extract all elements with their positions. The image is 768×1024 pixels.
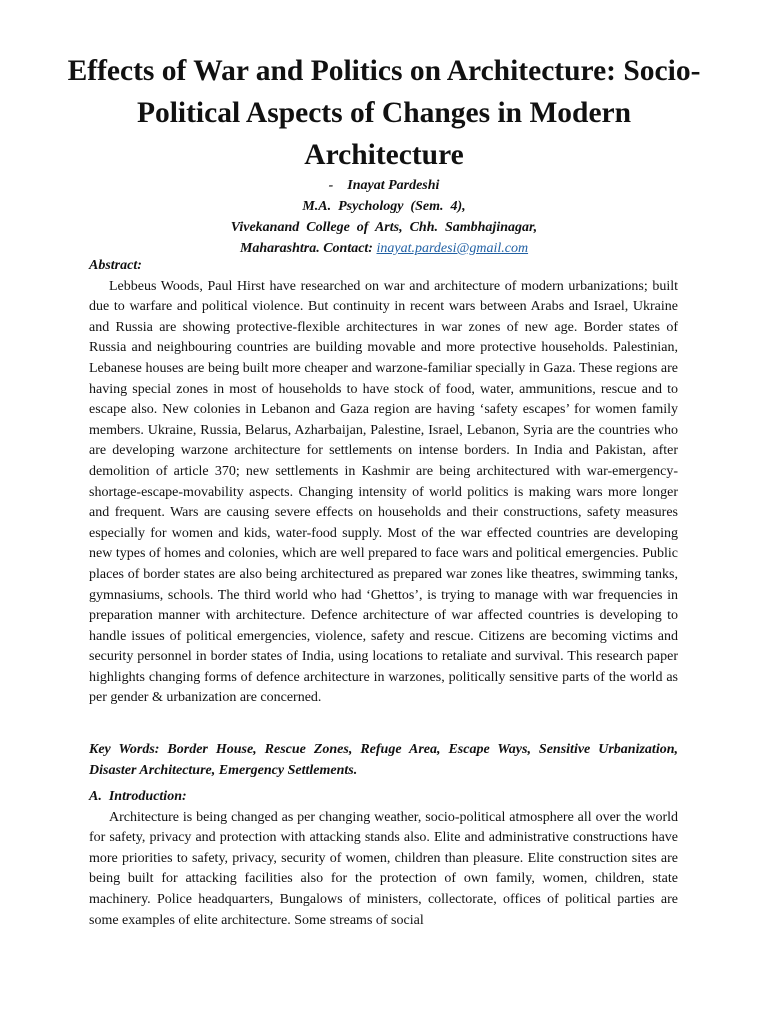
contact-prefix: Maharashtra. Contact:: [239, 241, 377, 256]
introduction-heading: A. Introduction:: [89, 789, 187, 804]
paper-title: Effects of War and Politics on Architecture: Socio-Political Aspects of Changes in Modern Architecture: [67, 55, 701, 171]
affiliation-line-1: M.A. Psychology (Sem. 4),: [302, 199, 466, 214]
introduction-text: Architecture is being changed as per changing weather, socio-political atmosphere all over the world for safety, privacy and protection with attacking stands also. Elite and administrative constructions have more priorities to safety, privacy, security of women, children than pleasure. Elite construction sites are being built for attacking facilities also for the protection of own family, women, children, state machinery. Police headquarters, Bungalows of ministers, collectorate, offices of political parties are some examples of elite architecture. Some streams of social: [89, 809, 678, 928]
affiliation-line-2: Vivekanand College of Arts, Chh. Sambhajinagar,: [230, 220, 538, 235]
introduction-section: [89, 787, 678, 931]
abstract-section: [89, 256, 678, 709]
email-link[interactable]: inayat.pardesi@gmail.com: [376, 241, 529, 256]
abstract-text: Lebbeus Woods, Paul Hirst have researched on war and architecture of modern urbanizations; built due to warfare and political violence. But continuity in recent wars between Arabs and Israel, Ukraine and Russia are showing protective-flexible architectures in war zones of new age. Border states of Russia and neighbouring countries are building movable and more protective households. Palestinian, Lebanese houses are being built more cheaper and warzone-familiar specially in Gaza. These regions are having special zones in most of households to have stock of food, water, ammunitions, rescue and to escape also. New colonies in Lebanon and Gaza region are having ‘safety escapes’ for women family members. Ukraine, Russia, Belarus, Azharbaijan, Palestine, Israel, Lebanon, Syria are the countries who are developing warzone architecture for settlements on intense borders. In India and Pakistan, after demolition of article 370; new settlements in Kashmir are being architectured with war-emergency-shortage-escape-movability aspects. Changing intensity of world politics is making wars more longer and frequent. Wars are causing severe effects on households and their constructions, safety measures especially for women and kids, water-food supply. Most of the war effected countries are developing new types of homes and colonies, which are well prepared to face wars and political emergencies. Public places of border states are also being architectured as prepared war zones like theatres, swimming tanks, gymnasiums, schools. The third world who had ‘Ghettos’, is trying to manage with war frequencies in preparation manner with architecture. Defence architecture of war affected countries is developing to handle issues of political emergencies, violence, safety and rescue. Citizens are becoming victims and security personnel in border states of India, using locations to retaliate and survival. This research paper highlights changing forms of defence architecture in warzones, politically sensitive parts of the world as per gender & urbanization are concerned.: [89, 278, 678, 706]
keywords-text: Key Words: Border House, Rescue Zones, Refuge Area, Escape Ways, Sensitive Urbanization, Disaster Architecture, Emergency Settlements.: [89, 742, 678, 778]
author-name: - Inayat Pardeshi: [328, 178, 440, 193]
keywords-section: [89, 740, 678, 781]
abstract-heading: Abstract:: [89, 258, 142, 273]
author-block: [160, 175, 608, 259]
